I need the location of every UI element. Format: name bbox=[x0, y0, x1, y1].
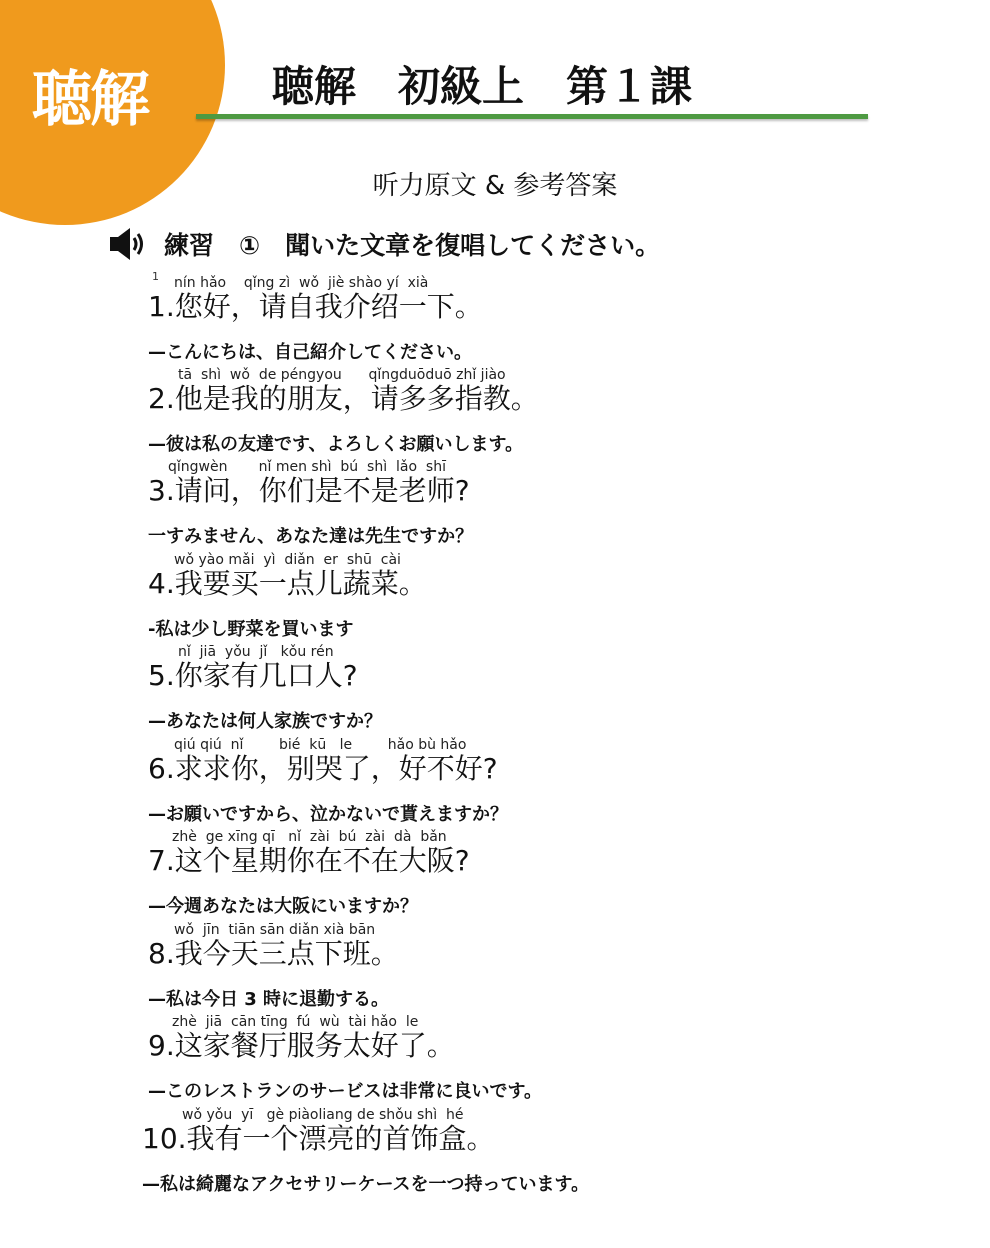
japanese-translation: —お願いですから、泣かないで貰えますか？ bbox=[148, 804, 508, 825]
page-title: 聴解 初級上 第１課 bbox=[272, 62, 693, 111]
japanese-translation: —あなたは何人家族ですか？ bbox=[148, 711, 382, 732]
chinese-sentence: 1.您好，请自我介绍一下。 bbox=[148, 290, 483, 323]
chinese-sentence: 6.求求你，别哭了，好不好? bbox=[148, 752, 498, 785]
chinese-sentence: 4.我要买一点儿蔬菜。 bbox=[148, 567, 427, 600]
pinyin-line: wǒ jīn tiān sān diǎn xià bān bbox=[174, 922, 376, 938]
speaker-icon[interactable] bbox=[108, 226, 148, 262]
pinyin-line: nín hǎo qǐng zì wǒ jiè shào yí xià bbox=[174, 275, 429, 291]
japanese-translation: —私は今日 3 時に退勤する。 bbox=[148, 989, 390, 1010]
pinyin-line: wǒ yào mǎi yì diǎn er shū cài bbox=[174, 552, 401, 568]
chinese-sentence: 2.他是我的朋友，请多多指教。 bbox=[148, 382, 539, 415]
chinese-sentence: 9.这家餐厅服务太好了。 bbox=[148, 1029, 455, 1062]
exercise-heading bbox=[108, 224, 660, 264]
exercise-instruction: 練習 ① 聞いた文章を復唱してください。 bbox=[164, 231, 661, 260]
chinese-sentence: 3.请问，你们是不是老师? bbox=[148, 474, 470, 507]
page-subtitle: 听力原文 & 参考答案 bbox=[372, 171, 618, 201]
japanese-translation: 一すみません、あなた達は先生ですか？ bbox=[148, 526, 474, 547]
japanese-translation: -私は少し野菜を買います bbox=[148, 619, 354, 640]
pinyin-line: qiú qiú nǐ bié kū le hǎo bù hǎo bbox=[174, 737, 467, 753]
japanese-translation: —このレストランのサービスは非常に良いです。 bbox=[148, 1081, 543, 1102]
japanese-translation: —今週あなたは大阪にいますか？ bbox=[148, 896, 418, 917]
japanese-translation: —こんにちは、自己紹介してください。 bbox=[148, 342, 472, 363]
pinyin-line: zhè jiā cān tīng fú wù tài hǎo le bbox=[172, 1014, 419, 1030]
pinyin-line: tā shì wǒ de péngyou qǐngduōduō zhǐ jiào bbox=[178, 367, 506, 383]
chinese-sentence: 7.这个星期你在不在大阪? bbox=[148, 844, 470, 877]
pinyin-line: zhè ge xīng qī nǐ zài bú zài dà bǎn bbox=[172, 829, 447, 845]
pinyin-line: wǒ yǒu yī gè piàoliang de shǒu shì hé bbox=[182, 1107, 464, 1123]
chinese-sentence: 8.我今天三点下班。 bbox=[148, 937, 399, 970]
title-divider bbox=[196, 114, 868, 119]
chinese-sentence: 5.你家有几口人? bbox=[148, 659, 358, 692]
pinyin-line: qǐngwèn nǐ men shì bú shì lǎo shī bbox=[168, 459, 446, 475]
japanese-translation: —彼は私の友達です、よろしくお願いします。 bbox=[148, 434, 524, 455]
pinyin-line: nǐ jiā yǒu jǐ kǒu rén bbox=[178, 644, 334, 660]
footnote-mark: 1 bbox=[152, 270, 159, 283]
chinese-sentence: 10.我有一个漂亮的首饰盒。 bbox=[142, 1122, 495, 1155]
corner-label: 聴解 bbox=[32, 65, 148, 135]
japanese-translation: —私は綺麗なアクセサリーケースを一つ持っています。 bbox=[142, 1174, 590, 1195]
